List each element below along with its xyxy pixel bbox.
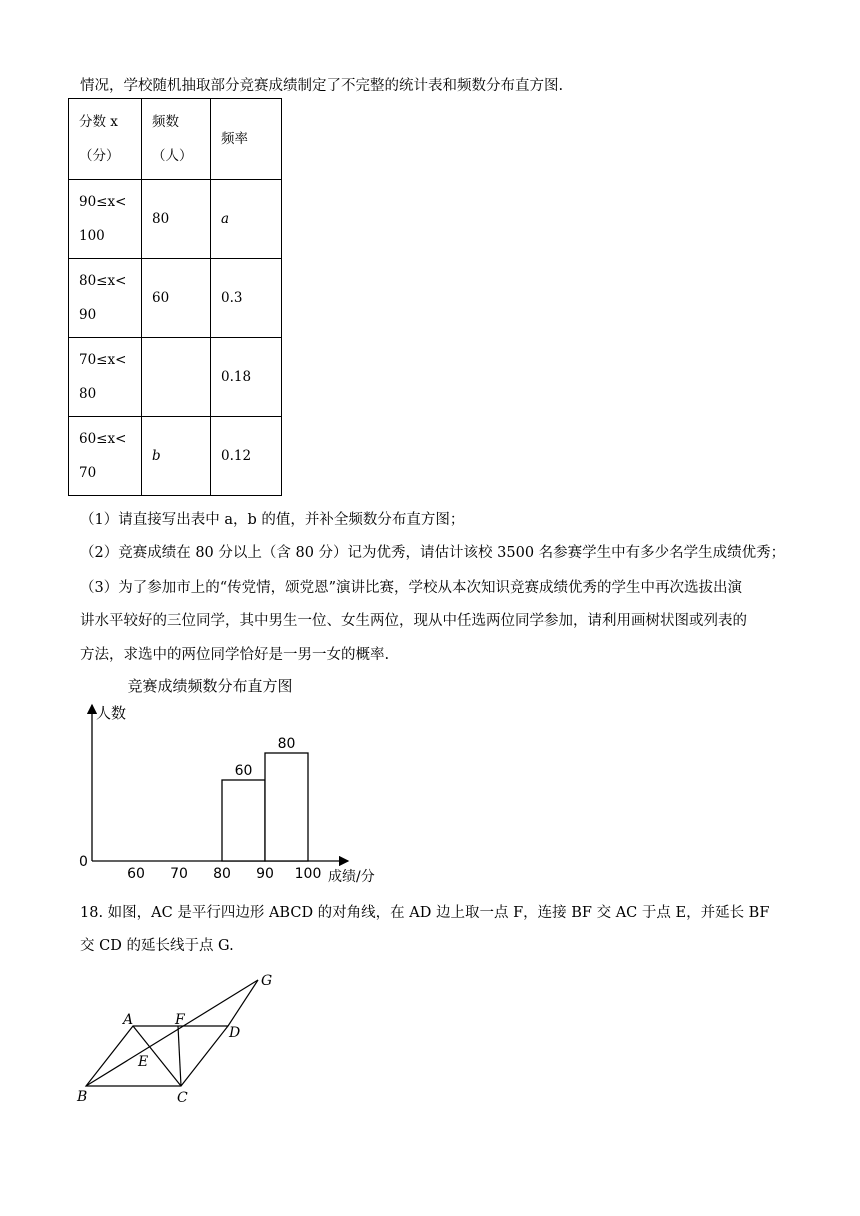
histogram-bar [222,780,265,861]
bar-value-label: 60 [234,763,253,779]
diagonal-ac [133,1026,181,1086]
point-label-c: C [177,1090,188,1106]
x-tick-label: 80 [213,866,231,882]
row-range-line2: 90 [79,307,97,323]
bars [222,736,308,861]
x-tick-label: 90 [256,866,274,882]
row-freq: 60 [142,259,211,338]
problem18-line2: 交 CD 的延长线于点 G. [80,938,234,954]
x-tick-label: 100 [294,866,322,882]
y-axis-label: 人数 [96,704,127,722]
header-frequency [142,99,211,180]
intro-text: 情况，学校随机抽取部分竞赛成绩制定了不完整的统计表和频数分布直方图. [80,78,564,94]
table-header-row [69,99,282,180]
line-dg [228,980,258,1026]
row-range-line1: 80≤x< [79,273,127,289]
header-score [69,99,142,180]
table-row [69,180,282,259]
row-freq: b [142,417,211,496]
header-score-line1: 分数 x [79,114,118,130]
table-row [69,417,282,496]
line-bg [86,980,258,1086]
table-row [69,338,282,417]
point-label-e: E [138,1054,149,1070]
bar-value-label: 80 [277,736,296,752]
x-tick-label: 70 [170,866,188,882]
header-rate-line1: 频率 [221,131,248,147]
histogram-bar [265,753,308,861]
question-3-line1: （3）为了参加市上的“传党情，颂党恩”演讲比赛，学校从本次知识竞赛成绩优秀的学生中再次选拔出演 [80,580,743,596]
header-frequency-line2: （人） [152,148,193,164]
row-rate: 0.12 [211,417,282,496]
chart-title: 竞赛成绩频数分布直方图 [127,677,293,695]
point-label-f: F [175,1012,185,1028]
row-freq: 80 [142,180,211,259]
parallelogram-abcd [86,1026,228,1086]
point-label-b: B [77,1089,88,1105]
row-range-line1: 60≤x< [79,431,127,447]
line-fc [178,1026,181,1086]
question-2: （2）竞赛成绩在 80 分以上（含 80 分）记为优秀，请估计该校 3500 名参赛学生中有多少名学生成绩优秀； [80,545,786,561]
point-label-d: D [229,1025,241,1041]
origin-label: 0 [79,854,88,870]
question-3-line3: 方法，求选中的两位同学恰好是一男一女的概率. [80,647,390,663]
row-freq [142,338,211,417]
row-rate: 0.3 [211,259,282,338]
row-range-line2: 100 [79,228,105,244]
x-axis-label: 成绩/分 [328,869,375,885]
point-label-g: G [261,973,273,989]
point-label-a: A [123,1012,134,1028]
header-frequency-line1: 频数 [152,114,179,130]
question-3-line2: 讲水平较好的三位同学，其中男生一位、女生两位，现从中任选两位同学参加，请利用画树状图或列表的 [80,613,747,629]
table-row [69,259,282,338]
statistics-table [68,98,282,496]
row-range-line2: 70 [79,465,97,481]
question-1: （1）请直接写出表中 a，b 的值，并补全频数分布直方图； [80,512,465,528]
header-score-line2: （分） [79,148,120,164]
row-range-line1: 90≤x< [79,194,127,210]
row-range-line2: 80 [79,386,97,402]
row-range-line1: 70≤x< [79,352,127,368]
row-rate: a [211,180,282,259]
x-ticks [127,866,321,882]
row-rate: 0.18 [211,338,282,417]
problem18-line1: 18. 如图，AC 是平行四边形 ABCD 的对角线，在 AD 边上取一点 F，连接 BF 交 AC 于点 E，并延长 BF [80,905,770,921]
header-rate [211,99,282,180]
x-tick-label: 60 [127,866,145,882]
